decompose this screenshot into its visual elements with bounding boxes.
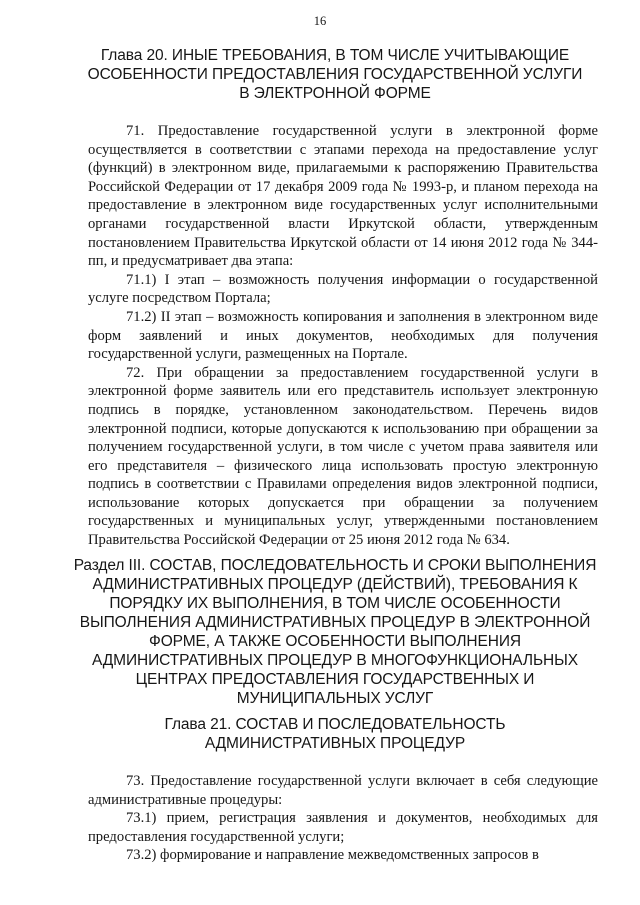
chapter-20-body	[88, 122, 598, 550]
heading-line: АДМИНИСТРАТИВНЫХ ПРОЦЕДУР В МНОГОФУНКЦИОНАЛЬНЫХ	[92, 652, 578, 669]
heading-line: ПОРЯДКУ ИХ ВЫПОЛНЕНИЯ, В ТОМ ЧИСЛЕ ОСОБЕННОСТИ	[109, 595, 561, 612]
heading-line: МУНИЦИПАЛЬНЫХ УСЛУГ	[236, 690, 434, 707]
paragraph-71-2: 71.2) II этап – возможность копирования и заполнения в электронном виде форм заявлений и иных документов, необходимых для получения государственной услуги, размещенных на Портале.	[88, 308, 598, 363]
paragraph-73-1: 73.1) прием, регистрация заявления и документов, необходимых для предоставления государственной услуги;	[88, 810, 598, 845]
heading-line: АДМИНИСТРАТИВНЫХ ПРОЦЕДУР	[204, 735, 466, 752]
paragraph-71: 71. Предоставление государственной услуги в электронной форме осуществляется в соответствии с этапами перехода на предоставление услуг (функций) в электронном виде, прилагаемыми к распоряжению Правительства Российской Федерации от 17 декабря 2009 года № 1993-р, и планом перехода на предоставление в электронном виде государственных услуг исполнительными органами государственной власти Иркутской области, утвержденным постановлением Правительства Иркутской области от 14 июня 2012 года № 344-пп, и предусматривает два этапа:	[88, 123, 598, 270]
paragraph-72: 72. При обращении за предоставлением государственной услуги в электронной форме заявитель или его представитель использует электронную подпись в порядке, установленном законодательством. Перечень видов электронной подписи, которые допускаются к использованию при обращении за получением государственной услуги, в том числе с учетом права заявителя или его представителя – физического лица использовать простую электронную подпись в соответствии с Правилами определения видов электронной подписи, использование которых допускается при обращении за получением государственных и муниципальных услуг, утвержденными постановлением Правительства Российской Федерации от 25 июня 2012 года № 634.	[88, 364, 598, 549]
chapter-21-body	[88, 772, 598, 865]
chapter-21-heading	[70, 715, 600, 753]
heading-line: Раздел III. СОСТАВ, ПОСЛЕДОВАТЕЛЬНОСТЬ И СРОКИ ВЫПОЛНЕНИЯ	[73, 557, 597, 574]
heading-line: Глава 20. ИНЫЕ ТРЕБОВАНИЯ, В ТОМ ЧИСЛЕ УЧИТЫВАЮЩИЕ	[100, 47, 570, 64]
chapter-20-heading	[70, 46, 600, 103]
heading-line: ЦЕНТРАХ ПРЕДОСТАВЛЕНИЯ ГОСУДАРСТВЕННЫХ И	[135, 671, 535, 688]
heading-line: Глава 21. СОСТАВ И ПОСЛЕДОВАТЕЛЬНОСТЬ	[164, 716, 506, 733]
heading-line: ФОРМЕ, А ТАКЖЕ ОСОБЕННОСТИ ВЫПОЛНЕНИЯ	[149, 633, 521, 650]
heading-line: АДМИНИСТРАТИВНЫХ ПРОЦЕДУР (ДЕЙСТВИЙ), ТРЕБОВАНИЯ К	[92, 576, 578, 593]
heading-line: ОСОБЕННОСТИ ПРЕДОСТАВЛЕНИЯ ГОСУДАРСТВЕННОЙ УСЛУГИ	[87, 66, 583, 83]
paragraph-71-1: 71.1) I этап – возможность получения информации о государственной услуге посредством Портала;	[88, 271, 598, 307]
paragraph-73: 73. Предоставление государственной услуги включает в себя следующие административные процедуры:	[88, 773, 598, 808]
page-number: 16	[313, 14, 327, 28]
paragraph-73-2: 73.2) формирование и направление межведомственных запросов в	[126, 847, 539, 864]
heading-line: ВЫПОЛНЕНИЯ АДМИНИСТРАТИВНЫХ ПРОЦЕДУР В ЭЛЕКТРОННОЙ	[79, 614, 591, 631]
section-3-heading	[70, 556, 600, 708]
heading-line: В ЭЛЕКТРОННОЙ ФОРМЕ	[239, 85, 431, 102]
